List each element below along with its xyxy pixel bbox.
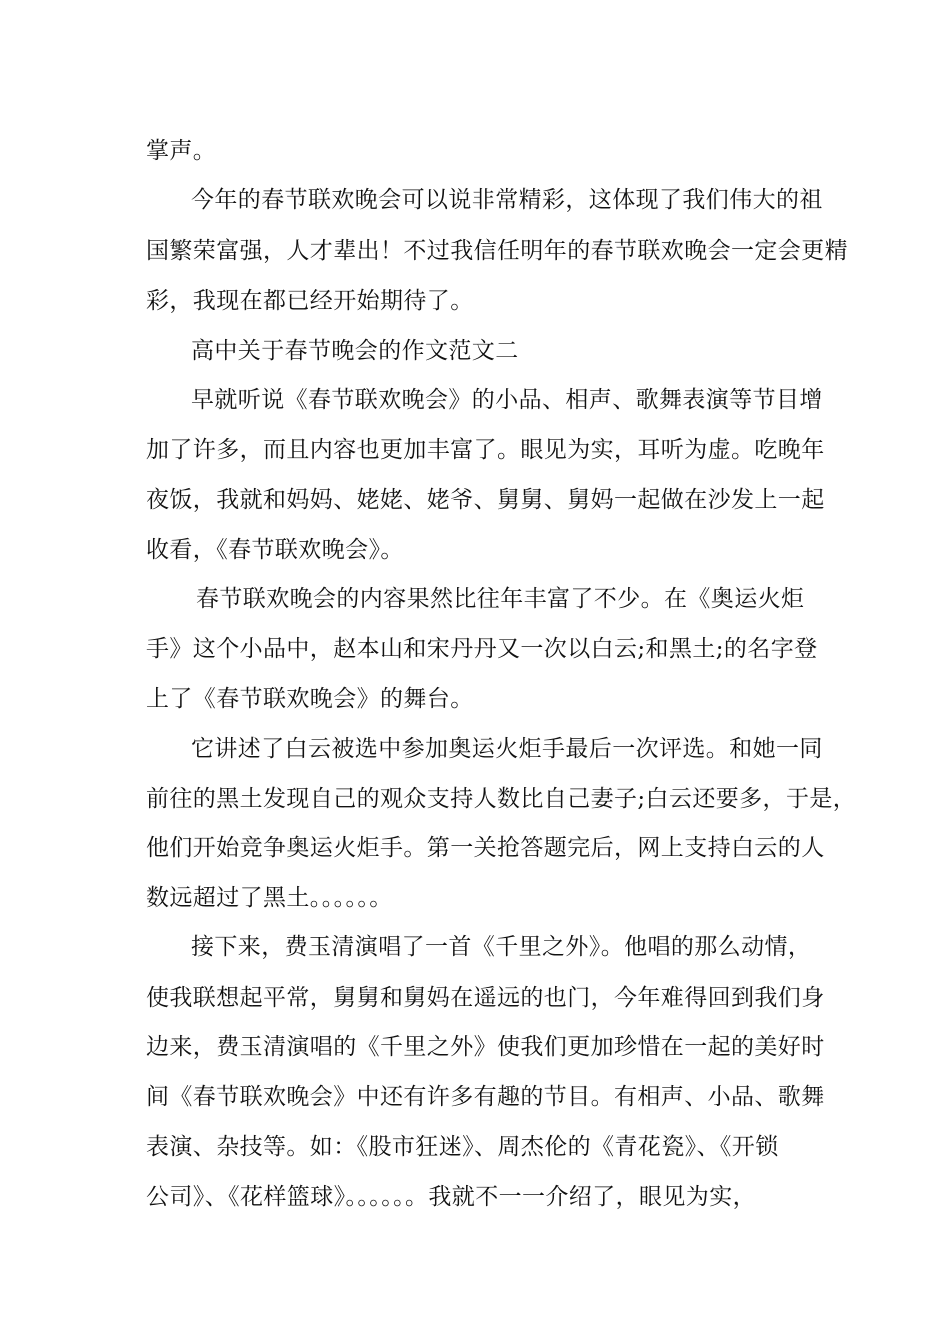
text-line: 数远超过了黑土。。。。。。: [146, 885, 393, 911]
text-line: 间《春节联欢晚会》中还有许多有趣的节目。有相声、小品、歌舞: [146, 1084, 825, 1110]
text-line: 前往的黑土发现自己的观众支持人数比自己妻子;白云还要多，于是，: [146, 786, 857, 812]
text-line: 彩，我现在都已经开始期待了。: [146, 288, 474, 314]
text-line: 加了许多，而且内容也更加丰富了。眼见为实，耳听为虚。吃晚年: [146, 437, 825, 463]
section-heading: 高中关于春节晚会的作文范文二: [191, 338, 519, 364]
text-line: 掌声。: [146, 138, 217, 164]
paragraph-first-line: 接下来，费玉清演唱了一首《千里之外》。他唱的那么动情，: [191, 934, 812, 960]
text-line: 表演、杂技等。如：《股市狂迷》、周杰伦的《青花瓷》、《开锁: [146, 1134, 779, 1160]
text-line: 上了《春节联欢晚会》的舞台。: [146, 686, 474, 712]
paragraph-first-line: 今年的春节联欢晚会可以说非常精彩，这体现了我们伟大的祖: [191, 187, 823, 213]
text-line: 夜饭，我就和妈妈、姥姥、姥爷、舅舅、舅妈一起做在沙发上一起: [146, 487, 825, 513]
text-line: 国繁荣富强，人才辈出！不过我信任明年的春节联欢晚会一定会更精: [146, 238, 848, 264]
text-line: 收看，《春节联欢晚会》。: [146, 537, 404, 563]
paragraph-first-line: 早就听说《春节联欢晚会》的小品、相声、歌舞表演等节目增: [191, 387, 823, 413]
text-line: 他们开始竞争奥运火炬手。第一关抢答题完后，网上支持白云的人: [146, 835, 825, 861]
text-line: 公司》、《花样篮球》。。。。。。我就不一一介绍了，眼见为实，: [146, 1184, 756, 1210]
paragraph-first-line: 它讲述了白云被选中参加奥运火炬手最后一次评选。和她一同: [191, 736, 823, 762]
text-line: 手》这个小品中，赵本山和宋丹丹又一次以白云;和黑土;的名字登: [146, 636, 818, 662]
text-line: 使我联想起平常，舅舅和舅妈在遥远的也门，今年难得回到我们身: [146, 985, 825, 1011]
text-line: 边来，费玉清演唱的《千里之外》使我们更加珍惜在一起的美好时: [146, 1034, 825, 1060]
paragraph-first-line: 春节联欢晚会的内容果然比往年丰富了不少。在《奥运火炬: [196, 586, 805, 612]
